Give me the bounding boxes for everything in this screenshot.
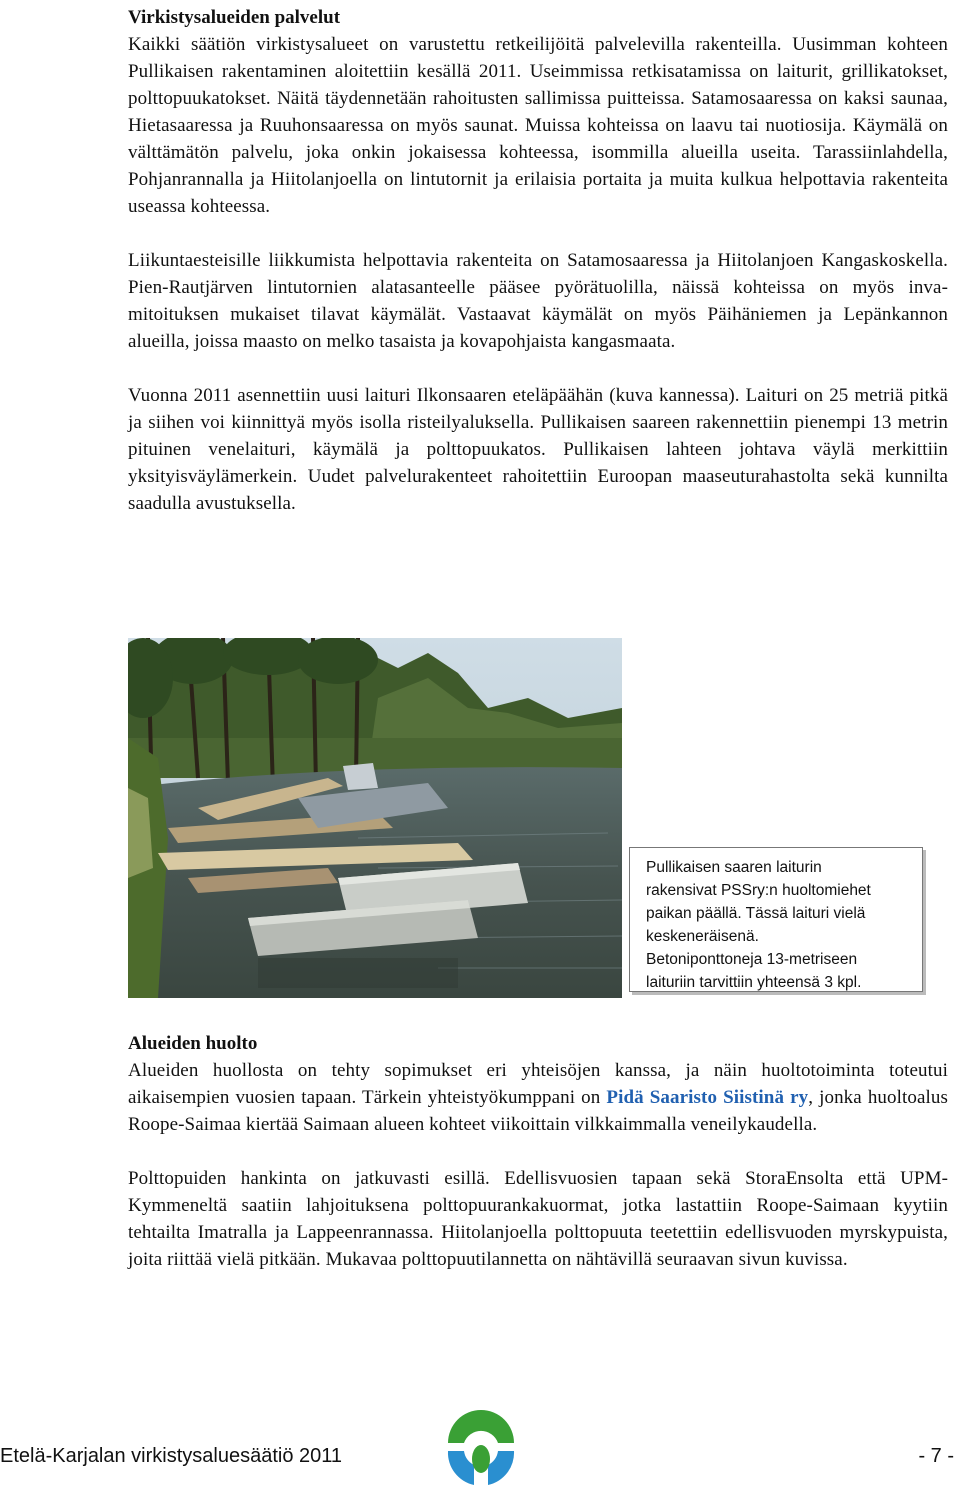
- paragraph-services-3: Vuonna 2011 asennettiin uusi laituri Ilkonsaaren eteläpäähän (kuva kannessa). Laituri on 25 metriä pitkä ja siihen voi kiinnittyä myös isolla risteilyaluksella. Pullikaisen saareen rakennettiin pienempi 13 metrin pituinen venelaituri, käymälä ja polttopuukatos. Pullikaisen lahteen johtava väylä merkittiin yksityisväylämerkein. Uudet palvelurakenteet rahoitettiin Euroopan maaseuturahastolta sekä kunnilta saadulla avustuksella.: [128, 385, 948, 514]
- paragraph-maintenance-2: Polttopuiden hankinta on jatkuvasti esillä. Edellisvuosien tapaan sekä StoraEnsolta että UPM-Kymmeneltä saatiin lahjoituksena polttopuurankakuormat, jotka lastattiin Roope-Saimaan kyytiin tehtailta Imatralla ja Lappeenrannassa. Hiitolanjoella polttopuuta teetettiin edellisvuoden myrskypuista, joita riittää vielä pitkään. Mukavaa polttopuutilannetta on nähtävillä seuraavan sivun kuvissa.: [128, 1168, 948, 1270]
- caption-line: Betoniponttoneja 13-metriseen: [646, 951, 858, 968]
- partner-link[interactable]: Pidä Saaristo Siistinä ry: [606, 1087, 809, 1108]
- caption-line: paikan päällä. Tässä laituri vielä: [646, 905, 866, 922]
- dock-photo: [128, 638, 622, 998]
- caption-line: laituriin tarvittiin yhteensä 3 kpl.: [646, 974, 862, 991]
- section-services: [128, 4, 948, 517]
- paragraph-text: , jonka huoltoalus Roope-Saimaa kiertää Saimaan alueen kohteet viikoittain vilkkaimmalla veneilykaudella.: [128, 1087, 948, 1135]
- footer-organization: Etelä-Karjalan virkistysaluesäätiö 2011: [0, 1445, 343, 1467]
- section-heading-services: Virkistysalueiden palvelut: [128, 7, 341, 28]
- page-footer: [0, 1443, 960, 1479]
- paragraph-text: Alueiden huollosta on tehty sopimukset eri yhteisöjen kanssa, ja näin huoltotoiminta toteutui aikaisempien vuosien tapaan. Tärkein yhteistyökumppani on: [128, 1060, 948, 1108]
- photo-caption: [629, 847, 923, 992]
- paragraph-services-2: Liikuntaesteisille liikkumista helpottavia rakenteita on Satamosaaressa ja Hiitolanjoen Kangaskoskella. Pien-Rautjärven lintutornien alatasanteelle pääsee pyörätuolilla, näissä kohteissa on myös inva-mitoituksen mukaiset tilavat käymälät. Vastaavat käymälät on myös Päihäniemen ja Lepänkannon alueilla, joissa maasto on melko tasaista ja kovapohjaista kangasmaata.: [128, 250, 948, 352]
- caption-line: Pullikaisen saaren laiturin: [646, 859, 822, 876]
- section-maintenance: [128, 1030, 948, 1300]
- caption-line: keskeneräisenä.: [646, 928, 759, 945]
- paragraph-services-1: Kaikki säätiön virkistysalueet on varustettu retkeilijöitä palvelevilla rakenteilla. Uusimman kohteen Pullikaisen rakentaminen aloitettiin kesällä 2011. Useimmissa retkisatamissa on laiturit, grillikatokset, polttopuukatokset. Näitä täydennetään rahoitusten sallimissa puitteissa. Satamosaaressa on kaksi saunaa, Hietasaaressa ja Ruuhonsaaressa on myös saunat. Muissa kohteissa on laavu tai nuotiosija. Käymälä on välttämätön palvelu, joka onkin jokaisessa kohteessa, isommilla alueilla useita. Tarassiinlahdella, Pohjanrannalla ja Hiitolanjoella on lintutornit ja erilaisia portaita ja muita kulkua helpottavia rakenteita useassa kohteessa.: [128, 34, 948, 217]
- section-heading-maintenance: Alueiden huolto: [128, 1033, 258, 1054]
- caption-line: rakensivat PSSry:n huoltomiehet: [646, 882, 871, 899]
- paragraph-maintenance-1: [128, 1057, 948, 1138]
- page-number: - 7 -: [918, 1445, 954, 1467]
